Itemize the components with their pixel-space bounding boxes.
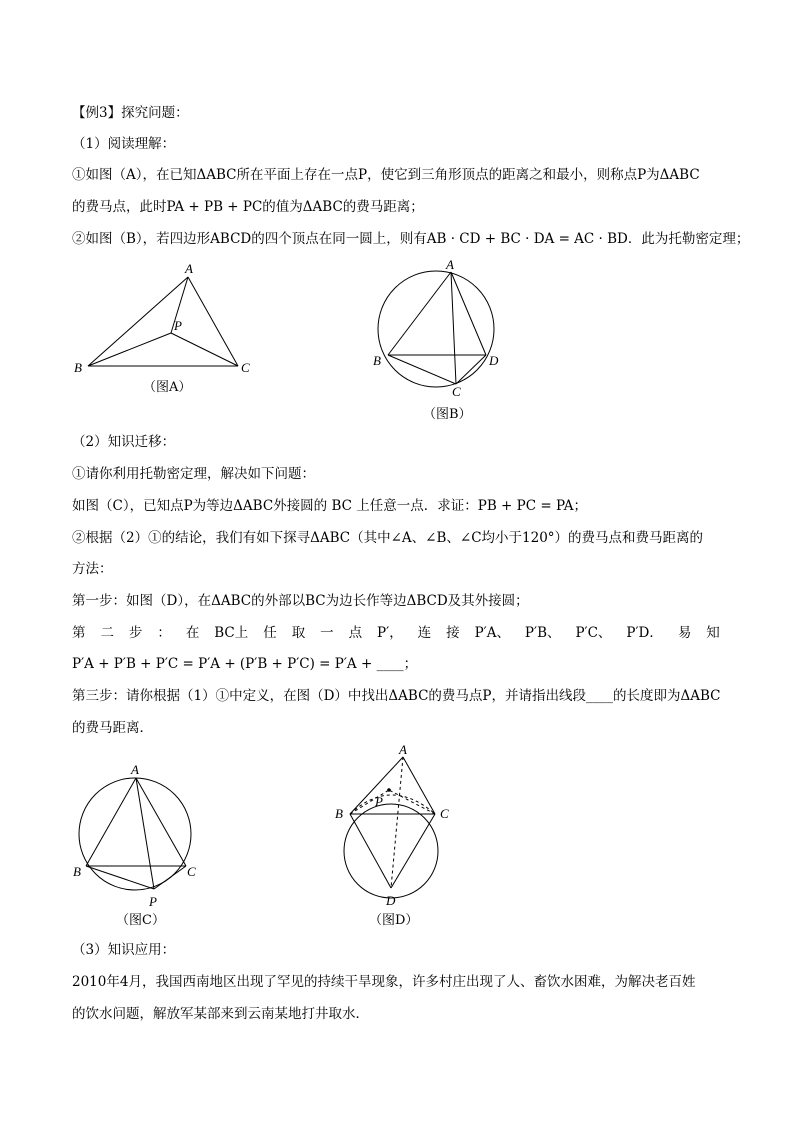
label-c: C xyxy=(187,864,196,879)
caption-figure-b: （图B） xyxy=(423,407,472,422)
paragraph-step-1: 第一步：如图（D），在ΔABC的外部以BC为边长作等边ΔBCD及其外接圆； xyxy=(72,593,529,609)
paragraph-fermat-2: 的费马点，此时PA + PB + PC的值为ΔABC的费马距离； xyxy=(72,199,424,215)
paragraph-fermat-1: ①如图（A），在已知ΔABC所在平面上存在一点P，使它到三角形顶点的距离之和最小，则称点P为ΔABC xyxy=(72,167,700,183)
paragraph-step-2: 第 二 步 ： 在 BC上 任 取 一 点 P′， 连 接 P′A、 P′B、 P′C、 P′D． 易 知 xyxy=(72,625,720,641)
figure-b xyxy=(368,256,508,401)
example-title: 【例3】探究问题： xyxy=(72,105,189,121)
label-b: B xyxy=(373,353,381,368)
label-b: B xyxy=(335,806,343,821)
label-p: P xyxy=(375,794,383,809)
label-p: P xyxy=(149,894,157,909)
paragraph-step-3-end: 的费马距离． xyxy=(72,720,153,736)
paragraph-ptolemy: ②如图（B），若四边形ABCD的四个顶点在同一圆上，则有AB · CD + BC · DA = AC · BD．此为托勒密定理； xyxy=(72,231,750,247)
figure-a xyxy=(70,260,260,380)
paragraph-application-1: 2010年4月，我国西南地区出现了罕见的持续干旱现象，许多村庄出现了人、畜饮水困难，为解决老百姓 xyxy=(72,974,696,990)
section-3-heading: （3）知识应用： xyxy=(72,942,176,958)
label-p: P xyxy=(174,318,182,333)
label-c: C xyxy=(452,384,461,399)
label-a: A xyxy=(185,261,193,276)
label-c: C xyxy=(241,360,250,375)
paragraph-prove: 如图（C），已知点P为等边ΔABC外接圆的 BC 上任意一点．求证：PB + PC = PA； xyxy=(72,498,588,514)
section-2-heading: （2）知识迁移： xyxy=(72,434,176,450)
label-b: B xyxy=(73,864,81,879)
figure-d xyxy=(330,744,460,910)
label-a: A xyxy=(131,762,139,777)
label-d: D xyxy=(489,353,499,368)
paragraph-transfer-1: ①请你利用托勒密定理，解决如下问题： xyxy=(72,466,315,482)
label-a: A xyxy=(399,744,407,757)
label-d: D xyxy=(386,893,396,908)
paragraph-step-3: 第三步：请你根据（1）①中定义，在图（D）中找出ΔABC的费马点P，并请指出线段____的长度即为ΔABC xyxy=(72,688,721,704)
figure-c xyxy=(64,762,214,912)
label-b: B xyxy=(74,360,82,375)
caption-figure-d: （图D） xyxy=(369,913,419,928)
paragraph-method-1: ②根据（2）①的结论，我们有如下探寻ΔABC（其中∠A、∠B、∠C均小于120°）的费马点和费马距离的 xyxy=(72,530,704,546)
label-c: C xyxy=(440,806,449,821)
paragraph-step-2-formula: P′A + P′B + P′C = P′A + (P′B + P′C) = P′A + ____； xyxy=(72,656,418,672)
label-a: A xyxy=(446,257,454,272)
paragraph-method-2: 方法： xyxy=(72,561,113,577)
paragraph-application-2: 的饮水问题，解放军某部来到云南某地打井取水． xyxy=(72,1006,369,1022)
section-1-heading: （1）阅读理解： xyxy=(72,136,176,152)
caption-figure-a: （图A） xyxy=(143,380,192,395)
caption-figure-c: （图C） xyxy=(116,913,165,928)
